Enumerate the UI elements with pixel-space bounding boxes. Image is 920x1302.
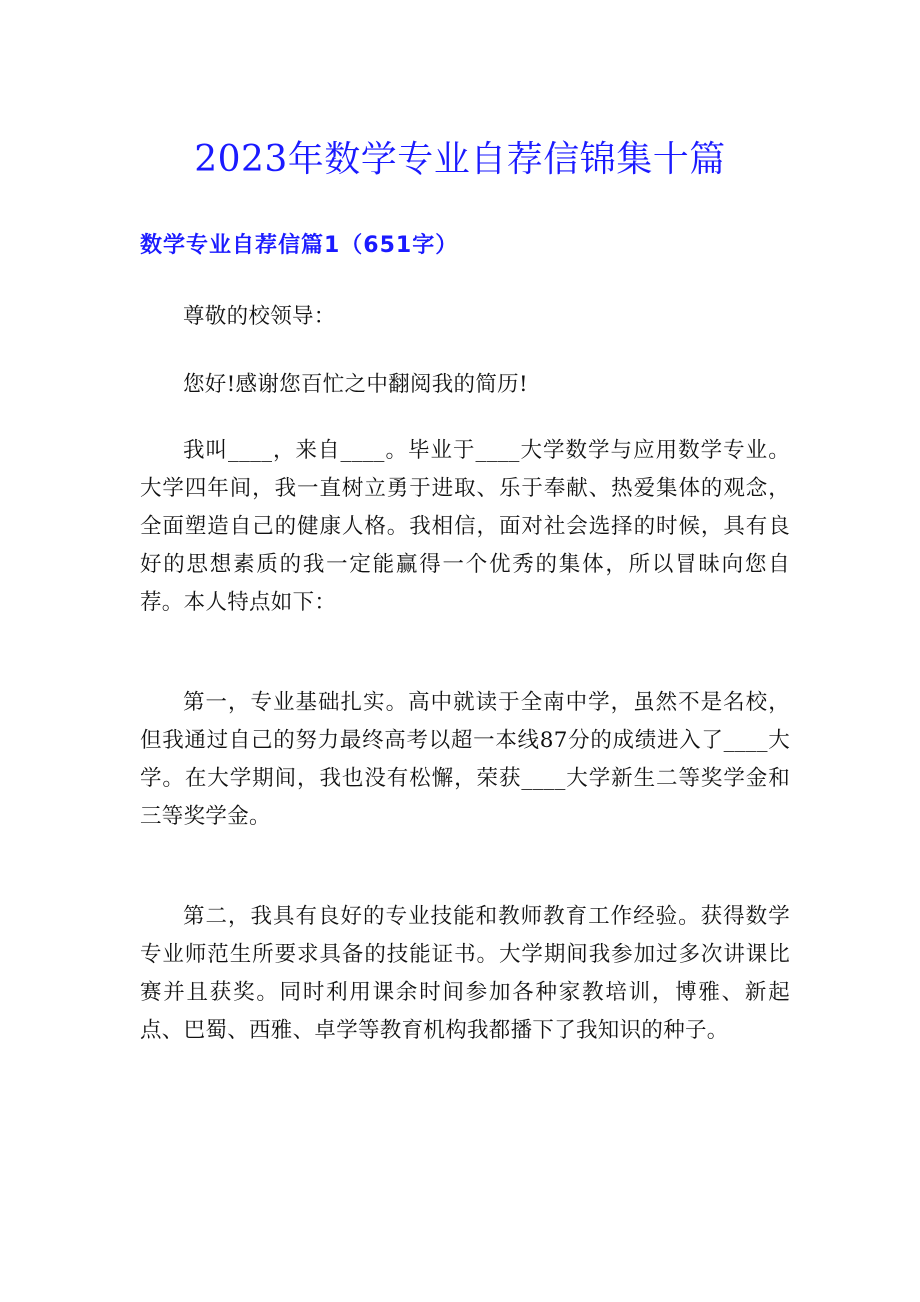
greeting-paragraph: 您好!感谢您百忙之中翻阅我的简历! (183, 372, 528, 397)
section-heading: 数学专业自荐信篇1（651字） (140, 233, 459, 258)
first-point-paragraph: 第一，专业基础扎实。高中就读于全南中学，虽然不是名校，但我通过自己的努力最终高考以超一本线87分的成绩进入了____大学。在大学期间，我也没有松懈，荣获____大学新生二等奖学金和三等奖学金。 (140, 690, 790, 829)
document-title: 2023年数学专业自荐信锦集十篇 (194, 139, 726, 180)
salutation-paragraph: 尊敬的校领导： (183, 304, 336, 329)
second-point-paragraph: 第二，我具有良好的专业技能和教师教育工作经验。获得数学专业师范生所要求具备的技能证书。大学期间我参加过多次讲课比赛并且获奖。同时利用课余时间参加各种家教培训，博雅、新起点、巴蜀、西雅、卓学等教育机构我都播下了我知识的种子。 (140, 904, 790, 1043)
intro-paragraph: 我叫____，来自____。毕业于____大学数学与应用数学专业。大学四年间，我一直树立勇于进取、乐于奉献、热爱集体的观念，全面塑造自己的健康人格。我相信，面对社会选择的时候，具有良好的思想素质的我一定能赢得一个优秀的集体，所以冒昧向您自荐。本人特点如下： (140, 438, 790, 615)
